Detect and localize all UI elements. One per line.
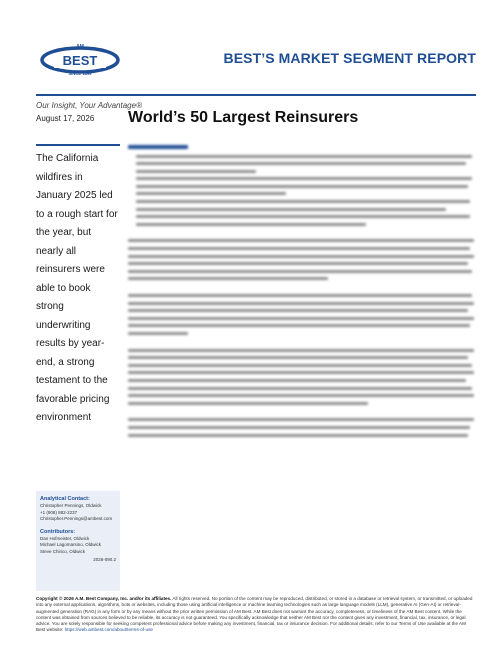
am-best-logo <box>40 40 120 80</box>
contributor-item: Dan Hofmeister, Oldwick <box>40 535 90 541</box>
terms-of-use-link[interactable]: https://web.ambest.com/about/terms-of-use <box>64 627 153 633</box>
analytical-contact-email[interactable]: Christopher.Pennings@ambest.com <box>40 516 113 521</box>
header-divider <box>36 94 476 96</box>
logo-small-top: AM <box>76 44 84 50</box>
pull-quote: The California wildfires in January 2025 led to a rough start for the year, but nearly all reinsurers were able to book strong underwriting results by year-end, a strong testament to the favorable pricing environment <box>36 144 120 494</box>
logo-main-text: BEST <box>62 53 98 68</box>
contacts-box <box>36 491 120 591</box>
copyright-text: All rights reserved. No portion of the content may be reproduced, distributed, or stored in a database or retrieval system, or transmitted, or uploaded into any external applications, algorithms, bots or websites, including those using artificial intelligence or machine learning technologies such as large language models (LLM), generative AI (Gen-AI) or retrieval-augmented generation (RAG) in any form or by any means without the prior written permission of AM Best. AM Best does not warrant the accuracy, completeness, or timeliness of the AM Best content. While the content was obtained from sources believed to be reliable, its accuracy is not guaranteed. You specifically acknowledge that neither AM Best nor the content gives any investment, financial, tax, insurance, or legal advice. You are solely responsible for seeking competent professional advice before making any investment, financial, tax or insurance decision. For additional details, refer to our Terms of Use available at the AM Best website: <box>36 596 473 633</box>
analytical-contact-phone: +1 (908) 882-2237 <box>40 509 78 515</box>
analytical-contact-heading: Analytical Contact: <box>40 496 90 502</box>
logo-since: SINCE 1899 <box>68 71 92 76</box>
blurred-body-text <box>128 145 478 592</box>
report-series-title: BEST’S MARKET SEGMENT REPORT <box>223 50 476 66</box>
contributors-heading: Contributors: <box>40 528 76 535</box>
document-code: 2026-090.2 <box>93 557 116 562</box>
document-title: World’s 50 Largest Reinsurers <box>128 109 359 126</box>
contributor-item: Steve Chirico, Oldwick <box>40 548 86 554</box>
copyright-footer <box>36 596 476 634</box>
analytical-contact-name: Christopher Pennings, Oldwick <box>40 503 102 508</box>
contributor-item: Michael Lagomarsino, Oldwick <box>40 542 102 547</box>
publication-date: August 17, 2026 <box>36 114 95 123</box>
copyright-bold: Copyright © 2026 A.M. Best Company, Inc. and/or its affiliates. <box>36 596 172 601</box>
tagline: Our Insight, Your Advantage® <box>36 101 142 110</box>
